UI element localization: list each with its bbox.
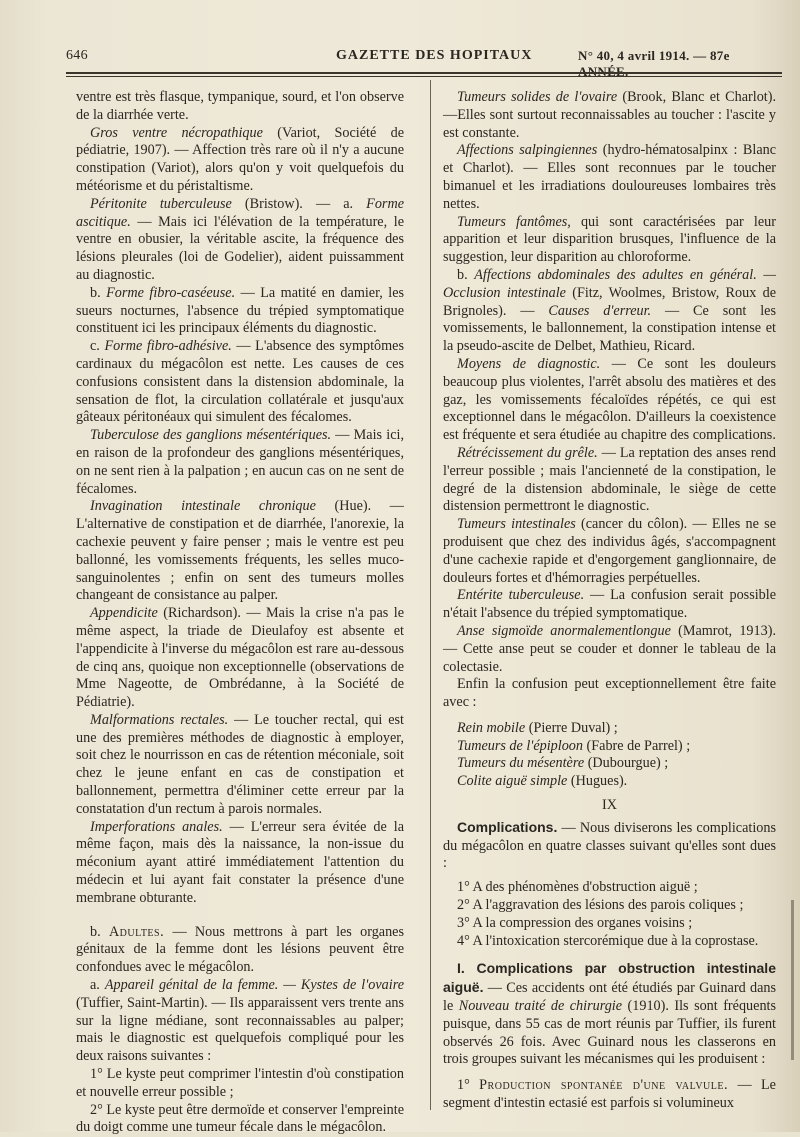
text: (Brook, Blanc et Charlot). —Elles sont surtout reconnaissables au toucher : l'ascite y est constante. bbox=[443, 89, 777, 141]
heading-italic: Tumeurs du mésentère bbox=[457, 755, 585, 772]
heading-italic: Appendicite bbox=[90, 605, 158, 622]
heading-italic: Affections salpingiennes bbox=[457, 142, 598, 159]
text: — La confusion serait possible n'était l'absence du trépied symptomatique. bbox=[443, 587, 776, 622]
heading-italic: Malformations rectales. bbox=[90, 711, 229, 728]
heading-italic: Entérite tuberculeuse. bbox=[457, 587, 585, 604]
section-heading: Adultes. bbox=[108, 923, 165, 940]
text: (Hugues). bbox=[567, 773, 628, 790]
text: (Tuffier, Saint-Martin). — Ils apparaissent vers trente ans sur la ligne médiane, sont reconnaissables au palper; mais le diagnostic est quelquefois compliqué pour les deux raisons suivantes : bbox=[76, 994, 404, 1065]
section-heading: Complications. bbox=[457, 818, 558, 835]
list-item bbox=[443, 915, 776, 933]
list-item bbox=[443, 879, 776, 897]
text: b. bbox=[90, 923, 109, 940]
section-number: IX bbox=[602, 797, 617, 814]
spacer bbox=[443, 1069, 776, 1077]
text: b. bbox=[90, 284, 107, 301]
heading-italic: Forme ascitique. bbox=[76, 195, 404, 230]
column-divider bbox=[430, 80, 431, 1110]
heading-italic: Appareil génital de la femme. — Kystes de l'ovaire bbox=[104, 977, 404, 994]
text: 4° A l'intoxication stercorémique due à la coprostase. bbox=[457, 932, 759, 949]
paragraph bbox=[76, 285, 404, 338]
left-column bbox=[76, 89, 404, 1137]
text: (hydro-hématosalpinx : Blanc et Charlot). — Elles sont reconnues par le toucher bimanuel et les irradiations douloureuses lombaires très nettes. bbox=[443, 142, 777, 212]
paragraph bbox=[443, 587, 776, 623]
text: (Pierre Duval) ; bbox=[525, 719, 618, 736]
paragraph bbox=[443, 267, 776, 356]
issue-info: N° 40, 4 avril 1914. — 87e ANNÉE. bbox=[578, 48, 730, 79]
heading-italic: Rein mobile bbox=[457, 719, 526, 736]
heading-italic: Affections abdominales des adultes en général. — Occlusion intestinale bbox=[443, 266, 776, 301]
text: (Mamrot, 1913). — Cette anse peut se couder et donner le tableau de la colectasie. bbox=[443, 622, 776, 675]
text: qui sont caractérisées par leur apparition et leur disparition brusques, l'influence de la suggestion, leur disparition au chloroforme. bbox=[443, 213, 776, 266]
text: (Fabre de Parrel) ; bbox=[583, 737, 691, 754]
text: 1° bbox=[457, 1077, 480, 1094]
spacer bbox=[443, 950, 776, 960]
paragraph bbox=[76, 196, 404, 285]
text: c. bbox=[90, 338, 105, 355]
page-number: 646 bbox=[66, 48, 88, 63]
paragraph bbox=[76, 125, 404, 196]
text: — Mais ici, en raison de la profondeur des ganglions mésentériques, on ne sent rien à la palpation ; en aucun cas on ne sent de fécalomes. bbox=[76, 427, 404, 497]
header-rule bbox=[66, 72, 782, 74]
paragraph bbox=[76, 498, 404, 605]
heading-italic: Imperforations anales. bbox=[90, 818, 223, 835]
right-column bbox=[443, 89, 776, 1113]
paragraph bbox=[76, 819, 404, 908]
paragraph bbox=[443, 676, 776, 712]
heading-italic: Invagination intestinale chronique bbox=[90, 498, 316, 515]
section-heading: Production spontanée d'une valvule. bbox=[479, 1077, 729, 1094]
text: (Richardson). — Mais la crise n'a pas le même aspect, la triade de Dieulafoy est absente et l'appendicite à l'inverse du mégacôlon est rare au-dessous de cinq ans, quoique non exceptionnelle (observations de Mme Nageotte, de Ombrédanne, à la Société de Pédiatrie). bbox=[76, 605, 404, 711]
heading-italic: Tumeurs solides de l'ovaire bbox=[457, 89, 618, 105]
text: (cancer du côlon). — Elles ne se produisent que chez des individus âgés, s'accompagnent d'une cachexie rapide et d'engorgement ganglionnaire, de douleurs fortes et d'hémorragies perpétuelles. bbox=[443, 516, 776, 586]
paragraph bbox=[76, 924, 404, 977]
list-item bbox=[443, 933, 776, 951]
heading-italic: Anse sigmoïde anormalementlongue bbox=[457, 622, 671, 639]
paragraph bbox=[443, 1077, 776, 1113]
list-item bbox=[76, 1066, 404, 1102]
heading-italic: Tumeurs de l'épiploon bbox=[457, 737, 583, 754]
paragraph bbox=[443, 356, 776, 445]
paragraph bbox=[76, 977, 404, 1066]
heading-italic: Gros ventre nécropathique bbox=[90, 124, 263, 141]
text: — La matité en damier, les sueurs nocturnes, l'absence du trépied symptomatique constituent ici les principaux éléments du diagnostic. bbox=[76, 284, 405, 337]
paragraph bbox=[443, 445, 776, 516]
heading-italic: Causes d'erreur. bbox=[548, 302, 652, 319]
text: (Bristow). — a. bbox=[231, 195, 367, 212]
paragraph bbox=[443, 819, 776, 873]
paragraph bbox=[76, 712, 404, 819]
paragraph bbox=[443, 89, 776, 142]
text: — Ce sont les vomissements, le ballonnement, la constipation intense et la pseudo-ascite de Delbet, Mathieu, Ricard. bbox=[443, 302, 776, 355]
text: 2° Le kyste peut être dermoïde et conserver l'empreinte du doigt comme une tumeur fécale dans le mégacôlon. bbox=[76, 1101, 404, 1136]
heading-italic: Péritonite tuberculeuse bbox=[90, 195, 232, 212]
list-item bbox=[443, 755, 776, 773]
spacer bbox=[76, 908, 404, 924]
text: 1° Le kyste peut comprimer l'intestin d'où constipation et nouvelle erreur possible ; bbox=[76, 1066, 404, 1100]
heading-italic: Moyens de diagnostic. bbox=[457, 355, 601, 372]
heading-italic: Forme fibro-caséeuse. bbox=[106, 284, 236, 301]
text: (Variot, Société de pédiatrie, 1907). — Affection très rare où il n'y a aucune constipation (Variot), alors qu'on y voit quelquefois du météorisme et du péristaltisme. bbox=[76, 124, 405, 194]
heading-italic: Tumeurs fantômes, bbox=[457, 213, 571, 230]
list-item bbox=[443, 773, 776, 791]
text: — Le toucher rectal, qui est une des premières méthodes de diagnostic à employer, soit chez le nourrisson en cas de rétention méconiale, soit chez le jeune enfant en cas de constipation et ballonnement, permettra d'éliminer cette erreur par la constatation d'un rectum à parois normales. bbox=[76, 711, 404, 817]
heading-italic: Tuberculose des ganglions mésentériques. bbox=[90, 427, 332, 444]
scan-edge-mark bbox=[791, 900, 794, 1060]
section-heading: I. Complications par obstruction intestinale aiguë. bbox=[443, 960, 776, 996]
paragraph bbox=[443, 142, 776, 213]
header-rule-thin bbox=[66, 76, 782, 77]
text: — L'erreur sera évitée de la même façon, mais dès la naissance, la non-issue du méconium ayant attiré immédiatement l'attention du médecin et lui ayant fait constater la présence d'une membrane obturante. bbox=[76, 818, 404, 906]
text: — Nous diviserons les complications du mégacôlon en quatre classes suivant qu'elles sont dues : bbox=[443, 819, 776, 872]
text: — Nous mettrons à part les organes génitaux de la femme dont les lésions peuvent être confondues avec le mégacôlon. bbox=[76, 923, 404, 976]
text: 3° A la compression des organes voisins ; bbox=[457, 914, 693, 931]
text: (Fitz, Woolmes, Bristow, Roux de Brignoles). — bbox=[443, 284, 776, 319]
list-item bbox=[443, 738, 776, 756]
heading-italic: Rétrécissement du grêle. bbox=[457, 444, 598, 461]
text: — Le segment d'intestin ectasié est parfois si volumineux bbox=[443, 1077, 776, 1112]
text: (Hue). — L'alternative de constipation et de diarrhée, l'anorexie, la cachexie peuvent y faire penser ; mais le ventre est peu ballonné, les vomissements fréquents, les selles muco-sanguinolentes ; enfin on sent des tumeurs molles changeant de consistance au palper. bbox=[76, 498, 404, 604]
page-header bbox=[66, 48, 780, 79]
text: — L'absence des symptômes cardinaux du mégacôlon est nette. Les causes de ces confusions consistent dans la distension abdominale, la sensation de flot, la circulation collatérale et jusqu'aux gâteaux péritonéaux qui simulent des fécalomes. bbox=[76, 338, 405, 426]
text: ventre est très flasque, tympanique, sourd, et l'on observe de la diarrhée verte. bbox=[76, 89, 404, 123]
text: (Dubourgue) ; bbox=[584, 755, 669, 772]
heading-italic: Tumeurs intestinales bbox=[457, 516, 576, 533]
text: — La reptation des anses rend l'erreur possible ; mais l'ancienneté de la constipation, le degré de la distension abdominale, le siège de cette distension permettront le diagnostic. bbox=[443, 444, 776, 515]
list-item bbox=[443, 720, 776, 738]
text: — Mais ici l'élévation de la température, le ventre en obusier, la véritable ascite, la fréquence des lésions pleurales (loi de Godelier), aident puissamment au diagnostic. bbox=[76, 213, 404, 283]
spacer bbox=[443, 712, 776, 720]
paragraph bbox=[443, 623, 776, 676]
heading-italic: Forme fibro-adhésive. bbox=[104, 338, 232, 355]
text: Enfin la confusion peut exceptionnellement être faite avec : bbox=[443, 676, 776, 711]
text: 2° A l'aggravation des lésions des parois coliques ; bbox=[457, 897, 744, 914]
heading-italic: Nouveau traité de chirurgie bbox=[458, 998, 623, 1015]
journal-title: GAZETTE DES HOPITAUX bbox=[336, 48, 533, 63]
paragraph bbox=[76, 338, 404, 427]
text: — Ce sont les douleurs beaucoup plus violentes, l'arrêt absolu des matières et des gaz, les vomissements fécaloïdes répétés, ce qui est exceptionnel dans le mégacôlon. D'ailleurs la coexistence est fréquente et sera étudiée au chapitre des complications. bbox=[443, 355, 776, 444]
text: a. bbox=[90, 977, 105, 994]
paragraph bbox=[443, 214, 776, 267]
heading-italic: Colite aiguë simple bbox=[457, 773, 568, 790]
text: 1° A des phénomènes d'obstruction aiguë ; bbox=[457, 879, 698, 896]
paragraph bbox=[443, 960, 776, 1069]
text: — Ces accidents ont été étudiés par Guinard dans le bbox=[443, 980, 776, 1015]
list-item bbox=[443, 897, 776, 915]
text: b. bbox=[457, 266, 475, 283]
text: (1910). Ils sont fréquents puisque, dans 55 cas de mort réunis par Tuffier, ils furent observés 26 fois. Avec Guinard nous les classerons en trois groupes suivant les mécanismes qui les produisent : bbox=[443, 998, 776, 1068]
paragraph bbox=[76, 605, 404, 712]
paragraph bbox=[76, 427, 404, 498]
paragraph bbox=[443, 516, 776, 587]
paragraph bbox=[76, 89, 404, 125]
